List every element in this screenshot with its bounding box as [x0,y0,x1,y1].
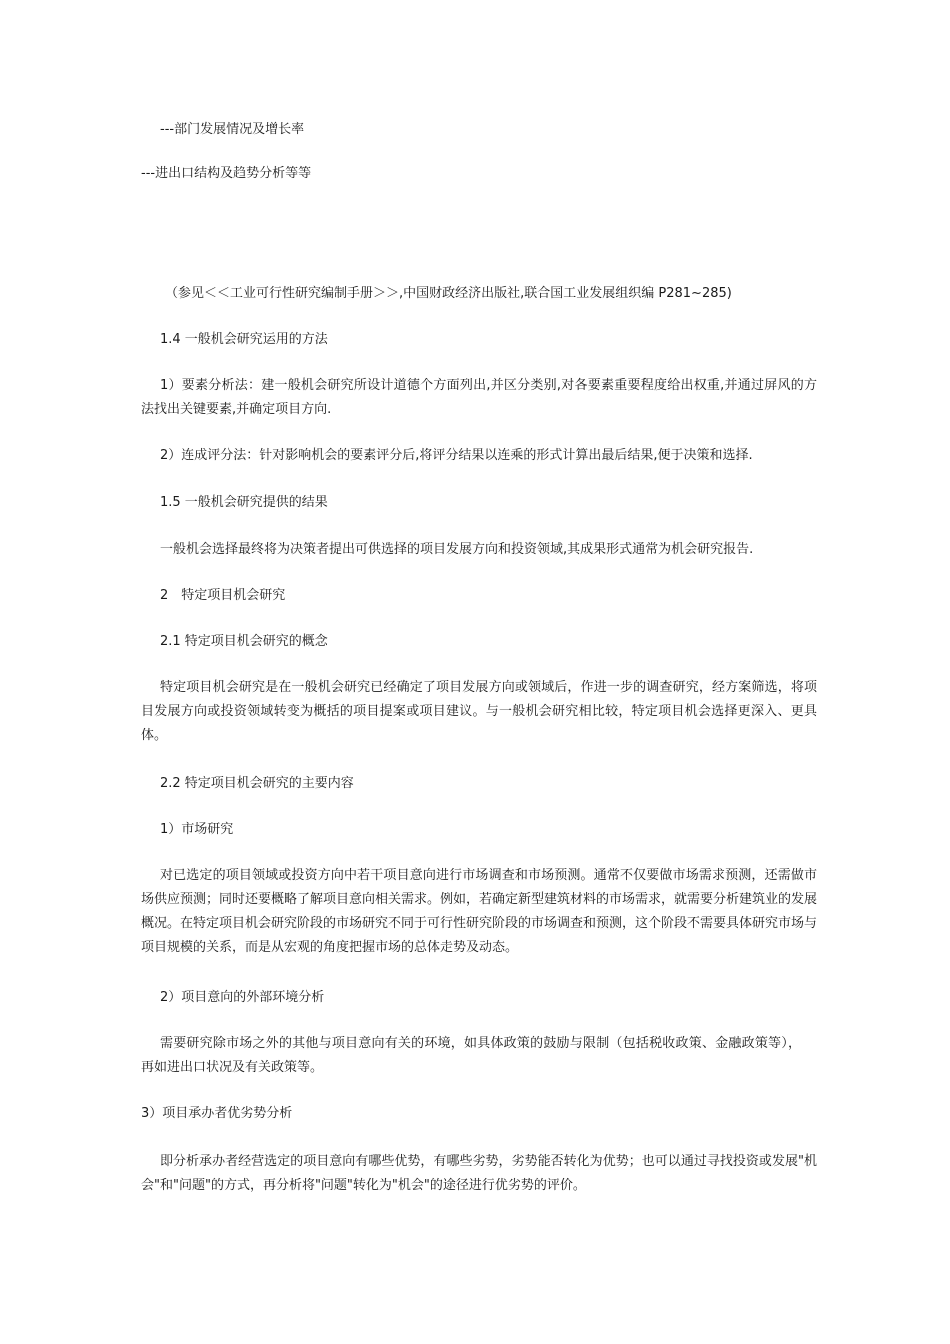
section-heading-2-2: 2.2 特定项目机会研究的主要内容 [160,776,354,791]
paragraph-strengths-weaknesses: 即分析承办者经营选定的项目意向有哪些优势，有哪些劣势，劣势能否转化为优势；也可以通过寻找投资或发展"机会"和"问题"的方式，再分析将"问题"转化为"机会"的途径进行优劣势的评价。 [141,1154,817,1193]
subheading-strengths-weaknesses: 3）项目承办者优劣势分析 [141,1106,293,1121]
paragraph-2-1: 特定项目机会研究是在一般机会研究已经确定了项目发展方向或领域后，作进一步的调查研究，经方案筛选，将项目发展方向或投资领域转变为概括的项目提案或项目建议。与一般机会研究相比较，特定项目机会选择更深入、更具体。 [141,680,817,743]
paragraph-market-research: 对已选定的项目领域或投资方向中若干项目意向进行市场调查和市场预测。通常不仅要做市场需求预测，还需做市场供应预测；同时还要概略了解项目意向相关需求。例如，若确定新型建筑材料的市场需求，就需要分析建筑业的发展概况。在特定项目机会研究阶段的市场研究不同于可行性研究阶段的市场调查和预测，这个阶段不需要具体研究市场与项目规模的关系，而是从宏观的角度把握市场的总体走势及动态。 [141,868,818,955]
section-heading-1-4: 1.4 一般机会研究运用的方法 [160,332,328,347]
subheading-market-research: 1）市场研究 [160,822,234,837]
list-item-dept-growth: ---部门发展情况及增长率 [160,122,305,137]
section-heading-2: 2 特定项目机会研究 [160,588,286,603]
subheading-external-environment: 2）项目意向的外部环境分析 [160,990,325,1005]
reference-note: （参见＜＜工业可行性研究编制手册＞＞,中国财政经济出版社,联合国工业发展组织编 P281~285) [165,286,732,301]
section-heading-2-1: 2.1 特定项目机会研究的概念 [160,634,328,649]
section-heading-1-5: 1.5 一般机会研究提供的结果 [160,495,328,510]
paragraph-1-5: 一般机会选择最终将为决策者提出可供选择的项目发展方向和投资领域,其成果形式通常为机会研究报告. [160,542,754,557]
paragraph-external-environment: 需要研究除市场之外的其他与项目意向有关的环境，如具体政策的鼓励与限制（包括税收政策、金融政策等），再如进出口状况及有关政策等。 [141,1036,801,1075]
paragraph-1-4-1: 1）要素分析法：建一般机会研究所设计道德个方面列出,并区分类别,对各要素重要程度给出权重,并通过屏风的方法找出关键要素,并确定项目方向. [141,378,817,417]
list-item-import-export: ---进出口结构及趋势分析等等 [141,166,312,181]
paragraph-1-4-2: 2）连成评分法：针对影响机会的要素评分后,将评分结果以连乘的形式计算出最后结果,便于决策和选择. [160,448,753,463]
